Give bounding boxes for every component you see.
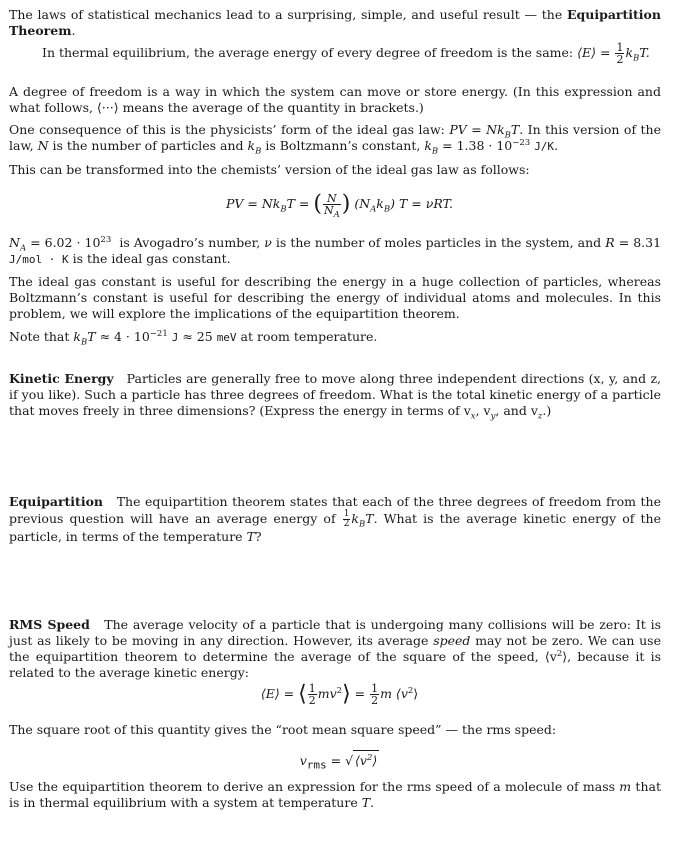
eq3-equals: = <box>330 753 342 768</box>
law-end: T <box>510 122 520 137</box>
eq1-sub: B <box>280 204 287 215</box>
eq1-paren-sub-a: A <box>370 204 377 215</box>
eqp-k: k <box>351 511 359 526</box>
rms-sq: 2 <box>556 648 563 659</box>
note-unit1: J <box>171 331 179 344</box>
usefulness-paragraph: The ideal gas constant is useful for describing the energy in a huge collection of particles, whereas Boltzmann’s constant is useful for describing the energy of individual atoms and molecules. In this problem, we will explore the implications of the equipartition theorem. <box>9 274 661 321</box>
note-t: T <box>87 329 96 344</box>
note-text2: at room temperature. <box>240 329 378 344</box>
final-paragraph <box>9 779 661 811</box>
eqp-den: 2 <box>343 519 350 529</box>
transform-paragraph: This can be transformed into the chemists’ version of the ideal gas law as follows: <box>9 162 530 177</box>
eq2-num2: 1 <box>371 682 379 695</box>
na-exponent: 23 <box>100 234 112 245</box>
theorem-name: Equipartition Theorem <box>9 7 661 38</box>
eq1-lhs: PV = Nk <box>225 196 281 211</box>
eq2-lhs: ⟨E⟩ = <box>260 686 295 701</box>
kinetic-sep1: , v <box>475 403 491 418</box>
final-t: T <box>361 795 371 810</box>
eq1-paren-k: k <box>376 196 384 211</box>
eq2-den: 2 <box>308 694 316 707</box>
na-sub: A <box>19 243 27 254</box>
final-m: m <box>619 779 632 794</box>
kb-value: = 1.38 · 10 <box>442 138 513 153</box>
final-text2: that is in thermal equilibrium with a system at temperature <box>9 779 661 810</box>
theorem-fraction <box>615 42 624 65</box>
avogadro-text2: is the number of moles particles in the system, and <box>275 235 602 250</box>
frac-den: 2 <box>616 53 624 66</box>
eq2-fraction-2 <box>370 683 379 706</box>
eq1-den-n: N <box>323 204 334 217</box>
intro-paragraph <box>9 7 661 39</box>
equipartition-text1: The equipartition theorem states that each of the three degrees of freedom from the previous question will have an average energy of <box>9 494 661 526</box>
equipartition-title: Equipartition <box>9 494 104 509</box>
sqrt-body <box>353 750 379 771</box>
eq1-den-sub: A <box>333 210 340 221</box>
sqrt-symbol: √ <box>345 753 354 768</box>
eq1-paren-sub-b: B <box>383 204 391 215</box>
eq1-mid: T = <box>286 196 310 211</box>
avogadro-text3: is the ideal gas constant. <box>72 251 231 266</box>
kb-exponent: −23 <box>512 137 531 148</box>
r-value: = 8.31 <box>618 235 662 250</box>
theorem-t: T. <box>639 45 650 60</box>
avogadro-paragraph <box>9 235 661 268</box>
frac-num: 1 <box>616 41 624 54</box>
r-unit: J/mol · K <box>9 253 69 266</box>
rms-title: RMS Speed <box>9 617 90 632</box>
ideal-gas-end: . <box>554 138 559 153</box>
eq2-num: 1 <box>308 682 316 695</box>
equipartition-text2: . What is the average kinetic energy of the particle, in terms of the temperature <box>9 511 661 544</box>
note-approx2: ≈ 25 <box>182 329 213 344</box>
intro-text: The laws of statistical mechanics lead to a surprising, simple, and useful result — the <box>9 7 563 22</box>
ideal-gas-text4: is Boltzmann’s constant, <box>265 138 421 153</box>
note-approx: ≈ 4 · 10 <box>99 329 150 344</box>
r-symbol: R <box>605 235 615 250</box>
eq2-end: ⟩ <box>413 686 419 701</box>
kinetic-text: Particles are generally free to move along three independent directions (x, y, and z, if you like). Such a particle has three degrees of freedom. What is the total kinetic energy of a particle that moves freely in three dimensions? (Express the energy in terms of v <box>9 371 661 418</box>
ideal-gas-paragraph <box>9 122 661 155</box>
eq1-end: ) T = νRT. <box>390 196 453 211</box>
theorem-text: In thermal equilibrium, the average energy of every degree of freedom is the same: <box>42 45 574 60</box>
na-symbol: N <box>9 235 20 250</box>
kb-symbol: k <box>247 138 256 153</box>
eqp-num: 1 <box>343 509 350 519</box>
rms-text2: may not be zero. We can use the equipartition theorem to determine the average of the square of the speed, ⟨v <box>9 633 661 664</box>
equipartition-end: ? <box>254 529 262 544</box>
eqp-k-sub: B <box>359 519 366 530</box>
ideal-gas-text3: is the number of particles and <box>52 138 244 153</box>
eq3-sq: 2 <box>367 752 373 763</box>
kinetic-end: .) <box>542 403 552 418</box>
note-exp: −21 <box>149 328 168 339</box>
eq1-frac-den <box>323 204 341 221</box>
rms-speed-word: speed <box>433 633 471 648</box>
eq2-sq: 2 <box>336 685 343 696</box>
kb-symbol-2: k <box>424 138 432 153</box>
note-k: k <box>73 329 81 344</box>
right-paren: ) <box>341 191 351 217</box>
kinetic-sep2: , and v <box>495 403 538 418</box>
vy-sub: y <box>490 411 496 422</box>
eq1-frac-num: N <box>327 192 337 205</box>
eqp-t: T <box>365 511 374 526</box>
sqrt-paragraph: The square root of this quantity gives the “root mean square speed” — the rms speed: <box>9 722 557 737</box>
kb-unit: J/K <box>534 140 555 153</box>
eq2-fraction-1 <box>308 683 317 706</box>
eq2-equals: = <box>354 686 366 701</box>
kinetic-energy-question <box>9 371 661 422</box>
note-k-sub: B <box>80 337 88 348</box>
rms-text1: The average velocity of a particle that is undergoing many collisions will be zero: It is just as likely to be moving in any direction. However, its average <box>9 617 661 648</box>
note-paragraph <box>9 329 661 346</box>
vx-sub: x <box>470 411 476 422</box>
n-symbol: N <box>37 138 49 153</box>
note-unit2: meV <box>216 331 237 344</box>
eq2-den2: 2 <box>371 694 379 707</box>
right-angle: ⟩ <box>342 681 351 707</box>
eq2-mv: mv <box>317 686 337 701</box>
theorem-k: k <box>625 45 634 60</box>
avogadro-text1: is Avogadro’s number, <box>119 235 261 250</box>
nu-symbol: ν <box>264 235 272 250</box>
equation-kinetic-energy <box>0 680 679 708</box>
vz-sub: z <box>537 411 543 422</box>
eq3-v: v <box>299 753 307 768</box>
left-angle: ⟨ <box>298 681 307 707</box>
kinetic-title: Kinetic Energy <box>9 371 114 386</box>
ideal-gas-law: PV = Nk <box>449 122 505 137</box>
na-value: = 6.02 · 10 <box>30 235 101 250</box>
ideal-gas-text2: . In this version of the law, <box>9 122 661 153</box>
equipartition-question <box>9 494 661 545</box>
law-sub: B <box>504 130 511 141</box>
dof-paragraph: A degree of freedom is a way in which the system can move or store energy. (In this expression and what follows, ⟨···⟩ means the average of the quantity in brackets.) <box>9 84 661 115</box>
theorem-statement <box>42 42 662 65</box>
equation-rms-speed <box>0 750 679 771</box>
eqp-t2: T <box>246 529 255 544</box>
equation-chemists-gas-law <box>0 190 679 221</box>
eq2-sq2: 2 <box>407 685 414 696</box>
eq1-fraction <box>323 192 341 221</box>
left-paren: ( <box>313 191 322 217</box>
final-text1: Use the equipartition theorem to derive an expression for the rms speed of a molecule of mass <box>9 779 616 794</box>
note-text1: Note that <box>9 329 70 344</box>
eq2-m: m ⟨v <box>380 686 408 701</box>
kb-sub-2: B <box>431 146 439 157</box>
eq1-paren: (N <box>354 196 371 211</box>
theorem-k-sub: B <box>633 53 640 64</box>
ideal-gas-text1: One consequence of this is the physicists’ form of the ideal gas law: <box>9 122 445 137</box>
rms-text3: ⟩, because it is related to the average kinetic energy: <box>9 649 662 680</box>
final-end: . <box>370 795 375 810</box>
eq3-inner: ⟨v <box>355 753 367 768</box>
eq3-sub: rms <box>306 758 327 772</box>
eq3-close: ⟩ <box>372 753 378 768</box>
equipartition-fraction <box>343 510 351 529</box>
theorem-lhs: ⟨E⟩ = <box>577 45 611 60</box>
kb-sub: B <box>255 146 262 157</box>
rms-question <box>9 617 661 681</box>
intro-end: . <box>71 23 76 38</box>
